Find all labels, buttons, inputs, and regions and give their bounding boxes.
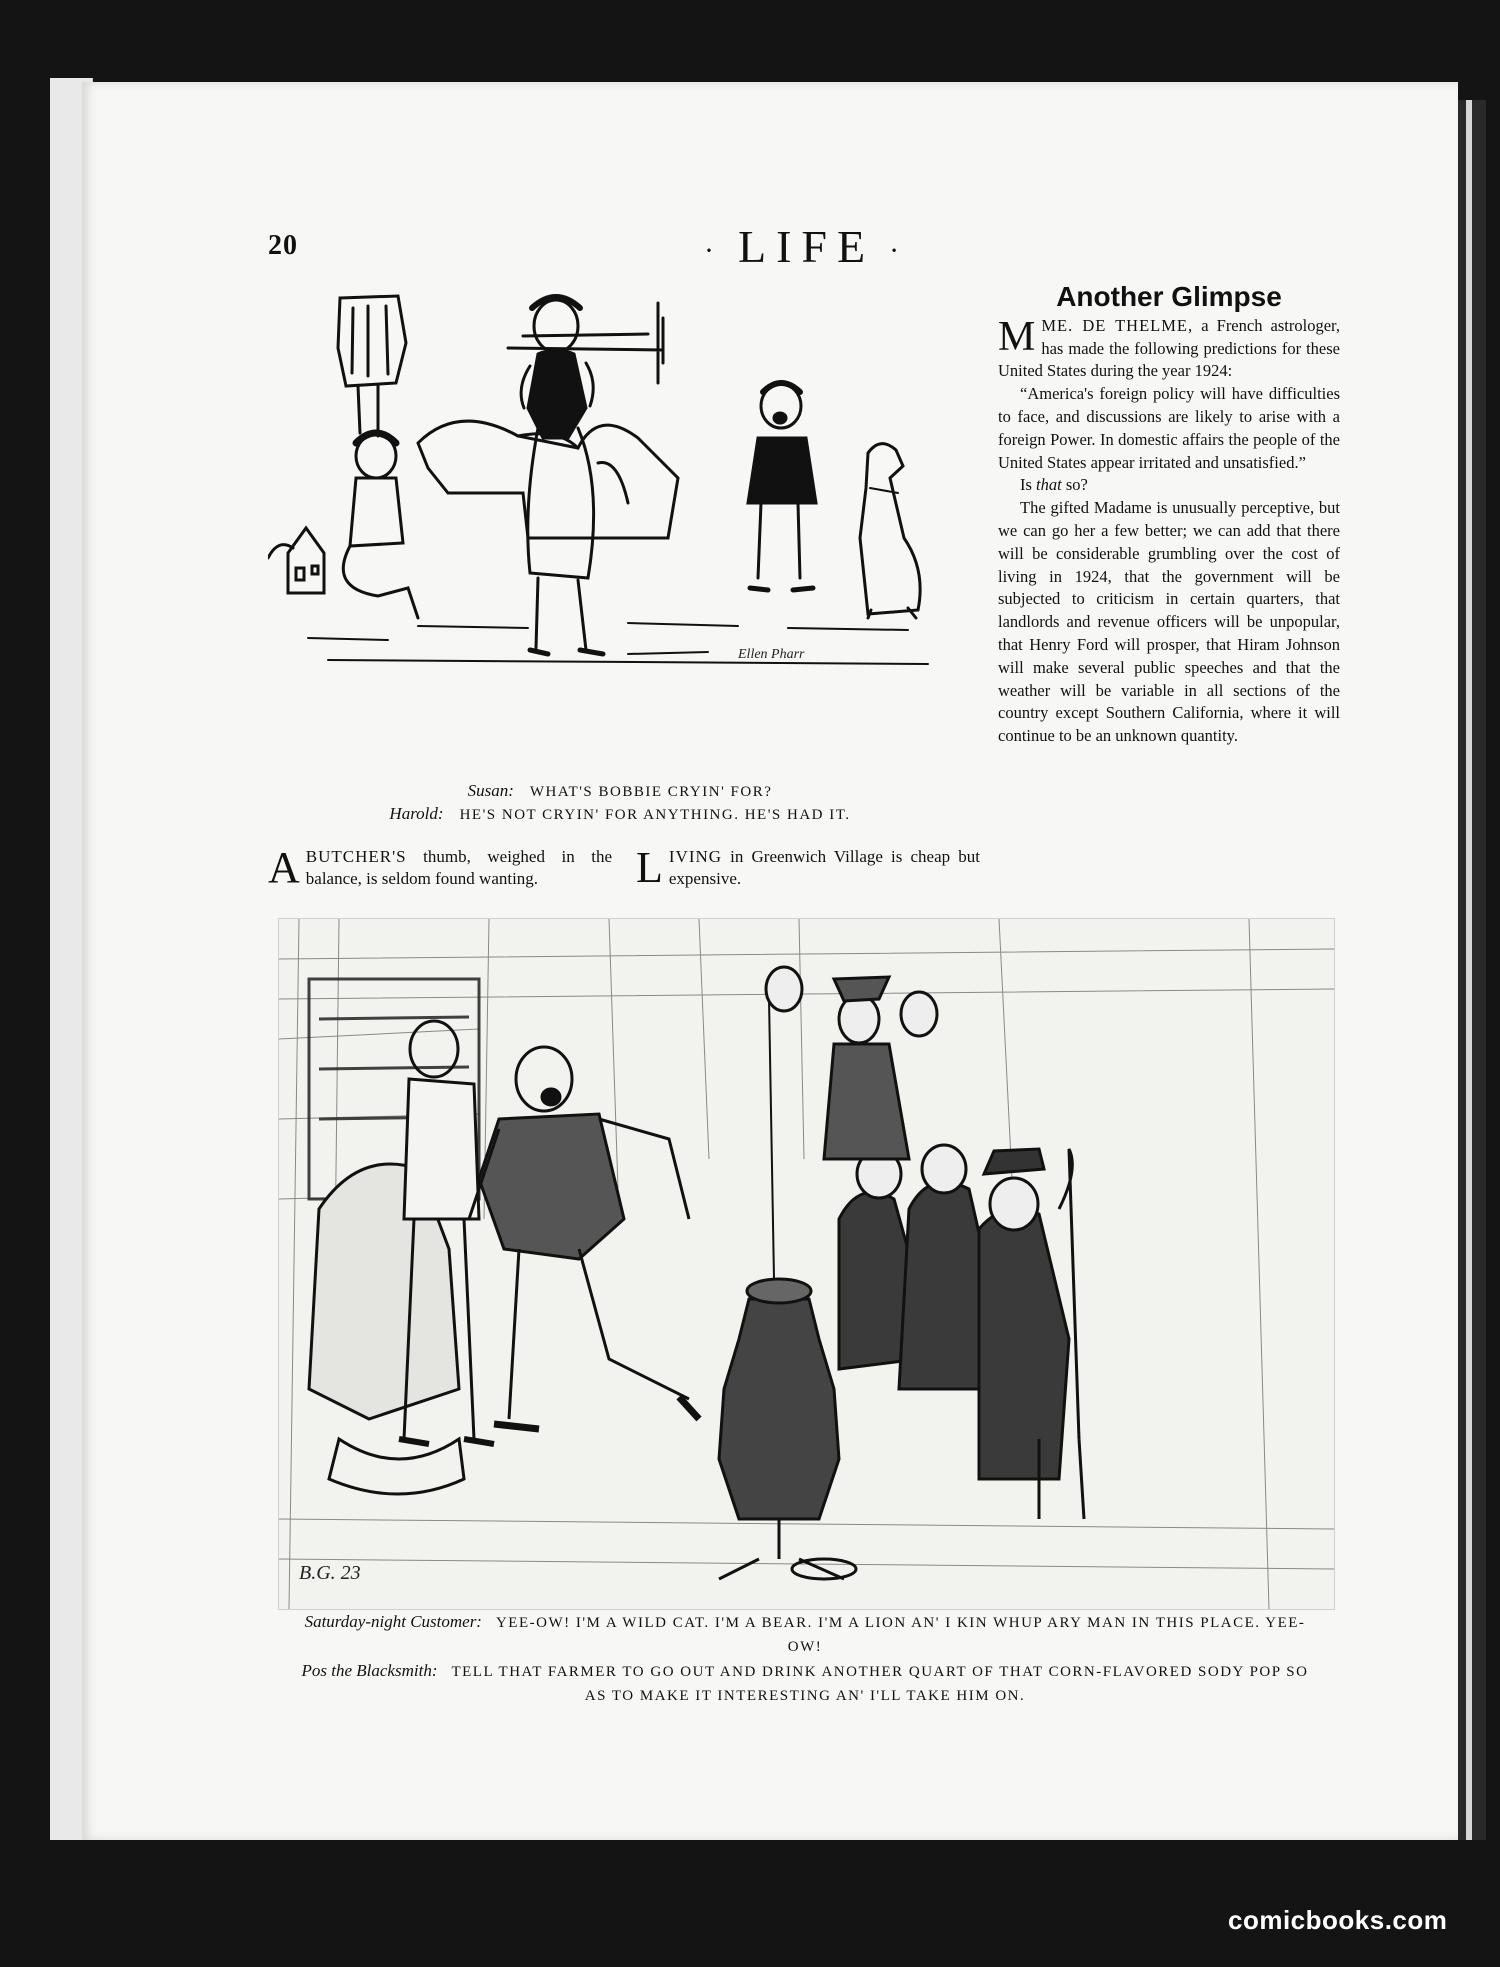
next-page-edge: [1458, 100, 1486, 1840]
caption-text: YEE-OW! I'M A WILD CAT. I'M A BEAR. I'M A LION AN' I KIN WHUP ARY MAN IN THIS PLACE. YEE-OW!: [495, 1615, 1306, 1655]
plaid-coat: [479, 1114, 624, 1259]
top-cartoon-caption: [300, 780, 940, 826]
mother-figure: [534, 300, 578, 352]
top-cartoon-illustration: [268, 288, 973, 764]
seated-man: [979, 1209, 1069, 1479]
caption-line: [300, 1610, 1310, 1659]
article-emphasis: that: [1036, 475, 1062, 495]
caption-text: HE'S NOT CRYIN' FOR ANYTHING. HE'S HAD IT.: [459, 807, 851, 823]
article-text: so?: [1061, 475, 1088, 495]
standing-man: [901, 992, 937, 1036]
watermark: comicbooks.com: [1228, 1905, 1448, 1935]
bottom-cartoon-signature: B.G. 23: [299, 1562, 361, 1584]
joke-butcher: [268, 843, 612, 892]
article-lead: ME. DE THELME,: [1041, 315, 1194, 335]
caption-text: TELL THAT FARMER TO GO OUT AND DRINK ANOTHER QUART OF THAT CORN-FLAVORED SODY POP SO AS TO MAKE IT INTERESTING AN' I'LL TAKE HIM ON.: [451, 1664, 1309, 1704]
article-text: a French astrologer, has made the following predictions for these United States during the year 1924:: [998, 315, 1340, 381]
joke-text: in Greenwich Village is cheap but expensive.: [668, 847, 980, 888]
drop-cap: L: [636, 843, 663, 892]
bottom-cartoon-illustration: [278, 918, 1335, 1610]
caption-speaker: Harold:: [389, 804, 444, 823]
article-paragraph: [998, 474, 1340, 497]
bottom-cartoon-caption: [300, 1610, 1310, 1708]
lamp: [338, 296, 406, 386]
caption-line: [300, 780, 940, 803]
caption-line: [300, 803, 940, 826]
joke-greenwich: [636, 843, 980, 892]
joke-lead: IVING: [668, 847, 723, 866]
article-text: Is: [1020, 475, 1037, 495]
article-another-glimpse: [998, 281, 1340, 748]
standing-man: [766, 967, 802, 1011]
article-quote: “America's foreign policy will have difficulties to face, and discussions are likely to arise with a foreign Power. In domestic affairs the people of the United States appear irritated and unsatisfied.”: [998, 384, 1340, 472]
masthead: [690, 220, 923, 273]
caption-speaker: Saturday-night Customer:: [304, 1612, 482, 1631]
dog: [860, 444, 920, 614]
caption-line: [300, 1659, 1310, 1708]
article-title: Another Glimpse: [1056, 281, 1282, 312]
joke-text: thumb, weighed in the balance, is seldom found wanting.: [305, 847, 612, 888]
masthead-title: LIFE: [738, 221, 876, 272]
page-number: 20: [268, 230, 298, 261]
drop-cap: A: [268, 843, 300, 892]
masthead-dot-left: ·: [704, 234, 724, 268]
joke-lead: BUTCHER'S: [305, 847, 407, 866]
drop-cap: M: [998, 313, 1036, 360]
top-cartoon-signature: Ellen Pharr: [738, 647, 805, 662]
joke-row: [268, 843, 980, 906]
article-paragraph: The gifted Madame is unusually perceptive, but we can go her a few better; we can add that there will be considerable grumbling over the cost of living in 1924, that the government will be subjected to criticism in certain quarters, that landlords and revenue officers will be unpopular, that Henry Ford will prosper, that Hiram Johnson will make several public speeches and that the weather will be variable in all sections of the country except Southern California, where it will continue to be an unknown quantity.: [998, 498, 1340, 746]
masthead-dot-right: ·: [889, 234, 910, 268]
caption-speaker: Susan:: [467, 781, 514, 800]
toy-house: [288, 528, 324, 593]
caption-speaker: Pos the Blacksmith:: [301, 1661, 438, 1680]
pot-belly-stove: [719, 1299, 839, 1519]
caption-text: WHAT'S BOBBIE CRYIN' FOR?: [529, 784, 773, 800]
article-paragraph: [998, 315, 1340, 383]
